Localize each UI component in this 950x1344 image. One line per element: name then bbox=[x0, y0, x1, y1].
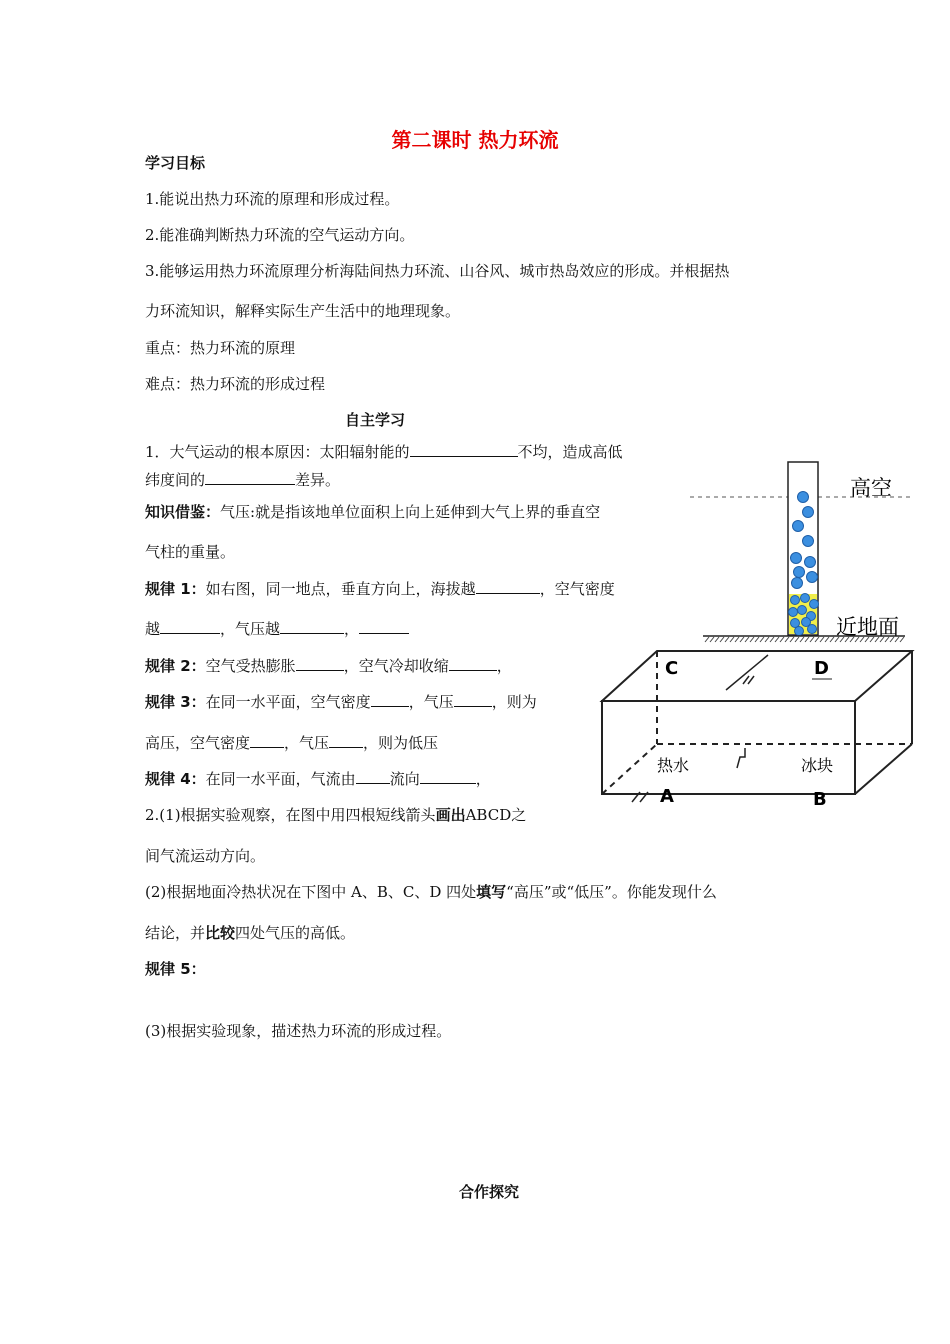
ground-hatch-line bbox=[755, 637, 759, 642]
page-title: 第二课时 热力环流 bbox=[391, 128, 559, 152]
rule1-text-d: ，气压越 bbox=[220, 620, 281, 638]
air-molecule-dot bbox=[798, 492, 809, 503]
air-molecule-dot bbox=[801, 594, 810, 603]
objective-3-cont: 力环流知识，解释实际生产生活中的地理现象。 bbox=[145, 302, 461, 320]
box-top-face bbox=[602, 651, 912, 701]
ground-hatch-line bbox=[780, 637, 784, 642]
air-molecule-dot bbox=[807, 572, 818, 583]
top-divider-mark bbox=[726, 655, 768, 690]
q2-2-text-c: 结论，并 bbox=[145, 924, 206, 942]
ground-hatch-line bbox=[825, 637, 829, 642]
label-a: A bbox=[660, 786, 674, 807]
rule1-text-b: ，空气密度 bbox=[539, 580, 615, 598]
bottom-divider-mark bbox=[737, 748, 745, 768]
q1-text-c: 纬度间的 bbox=[145, 471, 206, 489]
q2-1-text-a: 2.(1)根据实验观察，在图中用四根短线箭头 bbox=[145, 806, 436, 824]
ground-hatch-line bbox=[735, 637, 739, 642]
label-d: D bbox=[814, 658, 829, 679]
air-molecule-dot bbox=[791, 553, 802, 564]
rule1-text-e: ， bbox=[344, 620, 360, 638]
hidden-left-bottom-edge bbox=[602, 744, 657, 794]
q2-2-bold: 填写 bbox=[476, 883, 507, 901]
ground-hatch-line bbox=[750, 637, 754, 642]
rule3-text-b: ，气压 bbox=[408, 693, 454, 711]
self-study-heading: 自主学习 bbox=[345, 411, 406, 429]
rule3-text-c: ，则为 bbox=[491, 693, 537, 711]
label-c: C bbox=[665, 658, 679, 679]
ground-hatch-line bbox=[795, 637, 799, 642]
q2-2-text-a: (2)根据地面冷热状况在下图中 A、B、C、D 四处 bbox=[145, 883, 477, 901]
air-molecule-dot bbox=[810, 600, 819, 609]
ground-hatch-line bbox=[765, 637, 769, 642]
ground-hatch-line bbox=[805, 637, 809, 642]
ground-hatch-line bbox=[720, 637, 724, 642]
rule1-label: 规律 1： bbox=[145, 580, 206, 598]
rule4-text-a: 在同一水平面，气流由 bbox=[205, 770, 356, 788]
ground-hatch-line bbox=[800, 637, 804, 642]
rule3-text-e: ，气压 bbox=[284, 734, 330, 752]
air-molecule-dot bbox=[798, 606, 807, 615]
q2-2-bold-2: 比较 bbox=[205, 924, 236, 942]
objective-3: 3.能够运用热力环流原理分析海陆间热力环流、山谷风、城市热岛效应的形成。并根据热 bbox=[145, 262, 730, 280]
ground-hatch-line bbox=[770, 637, 774, 642]
ground-hatch-line bbox=[730, 637, 734, 642]
objective-1: 1.能说出热力环流的原理和形成过程。 bbox=[145, 190, 400, 208]
air-molecule-dot bbox=[803, 536, 814, 547]
ground-hatch-line bbox=[820, 637, 824, 642]
box-front-face bbox=[602, 701, 855, 794]
air-molecule-dot bbox=[803, 507, 814, 518]
rule4-text-b: 流向 bbox=[389, 770, 420, 788]
question-2-1-line2: 间气流运动方向。 bbox=[145, 847, 266, 865]
question-2-3: (3)根据实验现象，描述热力环流的形成过程。 bbox=[145, 1022, 452, 1040]
rule-5-label: 规律 5： bbox=[145, 960, 206, 978]
objective-2: 2.能准确判断热力环流的空气运动方向。 bbox=[145, 226, 415, 244]
air-molecule-dot bbox=[789, 608, 798, 617]
air-molecule-dot bbox=[795, 627, 804, 636]
rule3-text-f: ，则为低压 bbox=[363, 734, 439, 752]
box-hidden-edges bbox=[602, 651, 912, 794]
ground-hatch-line bbox=[815, 637, 819, 642]
label-ice: 冰块 bbox=[801, 756, 834, 775]
box-right-bottom-edge bbox=[855, 744, 912, 794]
ground-hatch-line bbox=[725, 637, 729, 642]
rule1-text-a: 如右图，同一地点，垂直方向上，海拔越 bbox=[205, 580, 476, 598]
rule4-label: 规律 4： bbox=[145, 770, 206, 788]
rule1-text-c: 越 bbox=[145, 620, 161, 638]
air-molecule-dot bbox=[792, 578, 803, 589]
ground-hatch-line bbox=[790, 637, 794, 642]
air-molecule-dot bbox=[791, 596, 800, 605]
knowledge-text: 气压:就是指该地单位面积上向上延伸到大气上界的垂直空 bbox=[220, 503, 601, 521]
thermal-circulation-box bbox=[602, 651, 912, 794]
rule2-text-a: 空气受热膨胀 bbox=[205, 657, 296, 675]
key-point: 重点：热力环流的原理 bbox=[145, 339, 296, 357]
q2-1-bold: 画出 bbox=[435, 806, 466, 824]
objectives-heading: 学习目标 bbox=[145, 154, 206, 172]
knowledge-line2: 气柱的重量。 bbox=[145, 543, 236, 561]
rule2-label: 规律 2： bbox=[145, 657, 206, 675]
rule3-text-d: 高压，空气密度 bbox=[145, 734, 251, 752]
ground-hatch-line bbox=[740, 637, 744, 642]
label-b: B bbox=[813, 789, 827, 810]
q2-2-text-b: “高压”或“低压”。你能发现什么 bbox=[506, 883, 717, 901]
ground-hatch-line bbox=[710, 637, 714, 642]
q2-1-text-b: ABCD之 bbox=[465, 806, 527, 824]
ground-hatch-line bbox=[810, 637, 814, 642]
label-high-altitude: 高空 bbox=[850, 476, 892, 500]
ground-hatch-line bbox=[705, 637, 709, 642]
q1-text-b: 不均，造成高低 bbox=[517, 443, 623, 461]
ground-hatch-line bbox=[830, 637, 834, 642]
rule3-text-a: 在同一水平面，空气密度 bbox=[205, 693, 371, 711]
rule2-text-c: ， bbox=[496, 657, 512, 675]
knowledge-label: 知识借鉴： bbox=[145, 503, 221, 521]
air-molecule-dot bbox=[794, 567, 805, 578]
rule2-text-b: ，空气冷却收缩 bbox=[343, 657, 449, 675]
ground-hatch-line bbox=[900, 637, 904, 642]
air-molecule-dot bbox=[793, 521, 804, 532]
ground-hatch-line bbox=[775, 637, 779, 642]
ground-hatch-line bbox=[760, 637, 764, 642]
air-molecule-dot bbox=[805, 557, 816, 568]
q1-text-a: 1．大气运动的根本原因：太阳辐射能的 bbox=[145, 443, 410, 461]
rule4-text-c: ， bbox=[475, 770, 491, 788]
rule3-label: 规律 3： bbox=[145, 693, 206, 711]
ground-hatch-line bbox=[745, 637, 749, 642]
cooperation-heading: 合作探究 bbox=[459, 1183, 520, 1201]
q1-text-d: 差异。 bbox=[295, 471, 341, 489]
air-molecule-dot bbox=[808, 625, 817, 634]
label-near-ground: 近地面 bbox=[836, 615, 899, 639]
ground-hatch-line bbox=[785, 637, 789, 642]
label-hot-water: 热水 bbox=[657, 756, 690, 775]
q2-2-text-d: 四处气压的高低。 bbox=[235, 924, 356, 942]
ground-hatch-line bbox=[715, 637, 719, 642]
difficulty: 难点：热力环流的形成过程 bbox=[145, 375, 326, 393]
